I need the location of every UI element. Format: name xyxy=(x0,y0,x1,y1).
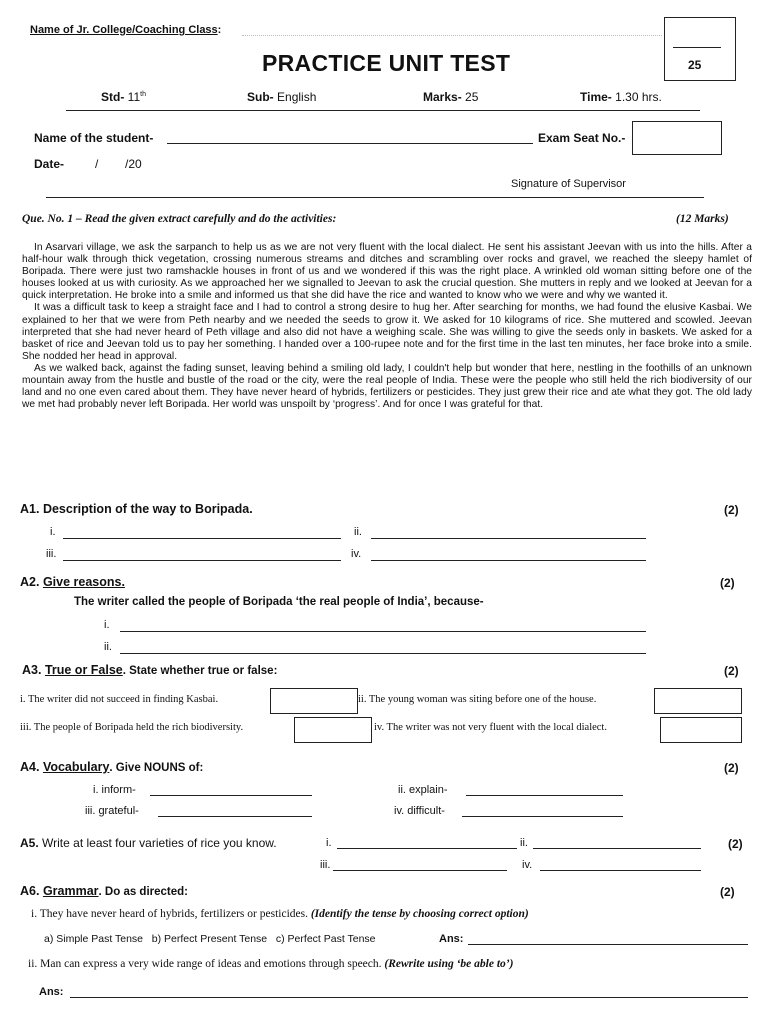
header-divider xyxy=(66,110,700,111)
marks-field: Marks- 25 xyxy=(423,90,479,104)
a5-answer-iii[interactable] xyxy=(333,870,507,871)
score-line[interactable] xyxy=(673,47,721,48)
a4-marks: (2) xyxy=(724,761,739,775)
total-marks-box xyxy=(664,17,736,81)
a3-marks: (2) xyxy=(724,664,739,678)
time-field: Time- 1.30 hrs. xyxy=(580,90,662,104)
date-slash: / xyxy=(95,157,99,171)
a2-heading: A2. Give reasons. xyxy=(20,575,125,589)
a4-word-iv: iv. difficult- xyxy=(394,805,445,817)
reading-passage xyxy=(22,242,752,411)
a2-prompt: The writer called the people of Boripada ‘the real people of India’, because- xyxy=(74,596,484,608)
a4-heading: A4. Vocabulary. Give NOUNS of: xyxy=(20,760,204,774)
a6-marks: (2) xyxy=(720,885,735,899)
a3-answer-box-ii[interactable] xyxy=(654,688,742,714)
a3-statement-ii: ii. The young woman was siting before one of the house. xyxy=(358,694,597,705)
a1-item-iii: iii. xyxy=(46,548,57,560)
a1-item-ii: ii. xyxy=(354,526,362,538)
a2-item-i: i. xyxy=(104,619,110,631)
a4-answer-iii[interactable] xyxy=(158,816,312,817)
subject-field: Sub- English xyxy=(247,90,317,104)
passage-paragraph-3: As we walked back, against the fading sunset, leaving behind a smiling old lady, I couldn't help but wonder that here, nestling in the foothills of an unknown mountain away from the hustle and bustle of the road or the city, were the real people of India. These were the people who still held the rich biodiversity of our land and no one even cared about them. They have never heard of hybrids, fertilizers or pesticides. They just grew their rice and ate what they got. The old lady we met had probably never left Boripada. Her world was unspoilt by ‘progress’. And for once I was grateful for that. xyxy=(22,362,752,411)
date-label: Date- xyxy=(34,157,65,171)
a5-item-ii: ii. xyxy=(520,837,528,849)
a3-answer-box-i[interactable] xyxy=(270,688,358,714)
a3-statement-i: i. The writer did not succeed in finding Kasbai. xyxy=(20,694,219,705)
student-name-label: Name of the student- xyxy=(34,131,154,145)
a1-answer-ii[interactable] xyxy=(371,538,646,539)
college-name-line[interactable] xyxy=(242,35,662,36)
seat-number-label: Exam Seat No.- xyxy=(538,131,626,145)
signature-label: Signature of Supervisor xyxy=(511,178,626,190)
a6-question-2: ii. Man can express a very wide range of ideas and emotions through speech. (Rewrite using ‘be able to’) xyxy=(28,958,514,970)
a5-item-i: i. xyxy=(326,837,332,849)
a5-item-iv: iv. xyxy=(522,859,533,871)
a1-answer-i[interactable] xyxy=(63,538,341,539)
question-title: Que. No. 1 – Read the given extract carefully and do the activities: xyxy=(22,213,337,225)
a2-marks: (2) xyxy=(720,576,735,590)
a3-answer-box-iv[interactable] xyxy=(660,717,742,743)
a3-heading: A3. True or False. State whether true or false: xyxy=(22,663,278,677)
a5-answer-i[interactable] xyxy=(337,848,517,849)
a6-options: a) Simple Past Tense b) Perfect Present Tense c) Perfect Past Tense xyxy=(44,933,376,945)
a6-answer-2[interactable] xyxy=(70,997,748,998)
passage-paragraph-1: In Asarvari village, we ask the sarpanch to help us as we are not very fluent with the local dialect. He sent his assistant Jeevan with us into the hills. After a half-hour walk through thick vegetation, crossing numerous streams and ditches and scrambling over rocks and gravel, we reached the sleepy hamlet of Boripada. There were just two ramshackle houses in front of us and we wondered if this was the right place. A wrinkled old woman sitting before one of the houses looked at us with curiosity. As we approached her we signalled to Jeevan to ask the crucial question. She mutters in reply and we looked at Jeevan for a quick interpretation. He broke into a smile and informed us that she did have the rice and wanted to know who we were and why we wanted it. xyxy=(22,242,752,302)
a6-heading: A6. Grammar. Do as directed: xyxy=(20,884,188,898)
a1-marks: (2) xyxy=(724,503,739,517)
total-marks-value: 25 xyxy=(688,58,702,72)
std-field: Std- 11th xyxy=(101,90,146,104)
passage-paragraph-2: It was a difficult task to keep a straight face and I had to control a strong desire to hug her. After searching for months, we had found the elusive Kasbai. We explained to her that we were from Peth nearby and we needed the seeds to grow it. We asked for 10 kilograms of rice. She muttered and scowled. Jeevan interpreted that she had never heard of Peth village and also did not have a weighing scale. She was willing to give the seeds only in baskets. We asked for a basket of rice and Jeevan told us to pay her something. I handed over a 100-rupee note and for the first time in the last ten minutes, her face broke into a smile. She nodded her head in approval. xyxy=(22,302,752,362)
college-name-label: Name of Jr. College/Coaching Class: xyxy=(30,24,222,36)
a6-question-1: i. They have never heard of hybrids, fertilizers or pesticides. (Identify the tense by choosing correct option) xyxy=(31,908,529,920)
a2-answer-ii[interactable] xyxy=(120,653,646,654)
a3-statement-iii: iii. The people of Boripada held the rich biodiversity. xyxy=(20,722,244,733)
a3-answer-box-iii[interactable] xyxy=(294,717,372,743)
student-name-input[interactable] xyxy=(167,143,533,144)
a2-item-ii: ii. xyxy=(104,641,112,653)
a5-answer-iv[interactable] xyxy=(540,870,701,871)
a4-word-ii: ii. explain- xyxy=(398,784,448,796)
seat-number-input[interactable] xyxy=(632,121,722,155)
a5-item-iii: iii. xyxy=(320,859,331,871)
a5-marks: (2) xyxy=(728,837,743,851)
a4-answer-iv[interactable] xyxy=(462,816,623,817)
a4-answer-ii[interactable] xyxy=(466,795,623,796)
page-title: PRACTICE UNIT TEST xyxy=(262,50,511,76)
a6-ans-label-1: Ans: xyxy=(439,933,464,945)
a1-heading: A1. Description of the way to Boripada. xyxy=(20,502,253,516)
a1-item-i: i. xyxy=(50,526,56,538)
a5-answer-ii[interactable] xyxy=(533,848,701,849)
question-marks: (12 Marks) xyxy=(676,213,729,225)
a6-answer-1[interactable] xyxy=(468,944,748,945)
a5-heading: A5. Write at least four varieties of rice you know. xyxy=(20,836,277,850)
signature-divider xyxy=(46,197,704,198)
a3-statement-iv: iv. The writer was not very fluent with the local dialect. xyxy=(374,722,607,733)
a1-answer-iii[interactable] xyxy=(63,560,341,561)
a4-answer-i[interactable] xyxy=(150,795,312,796)
a6-ans-label-2: Ans: xyxy=(39,986,64,998)
a4-word-iii: iii. grateful- xyxy=(85,805,139,817)
date-year: /20 xyxy=(125,157,142,171)
a1-item-iv: iv. xyxy=(351,548,362,560)
a1-answer-iv[interactable] xyxy=(371,560,646,561)
a4-word-i: i. inform- xyxy=(93,784,136,796)
a2-answer-i[interactable] xyxy=(120,631,646,632)
